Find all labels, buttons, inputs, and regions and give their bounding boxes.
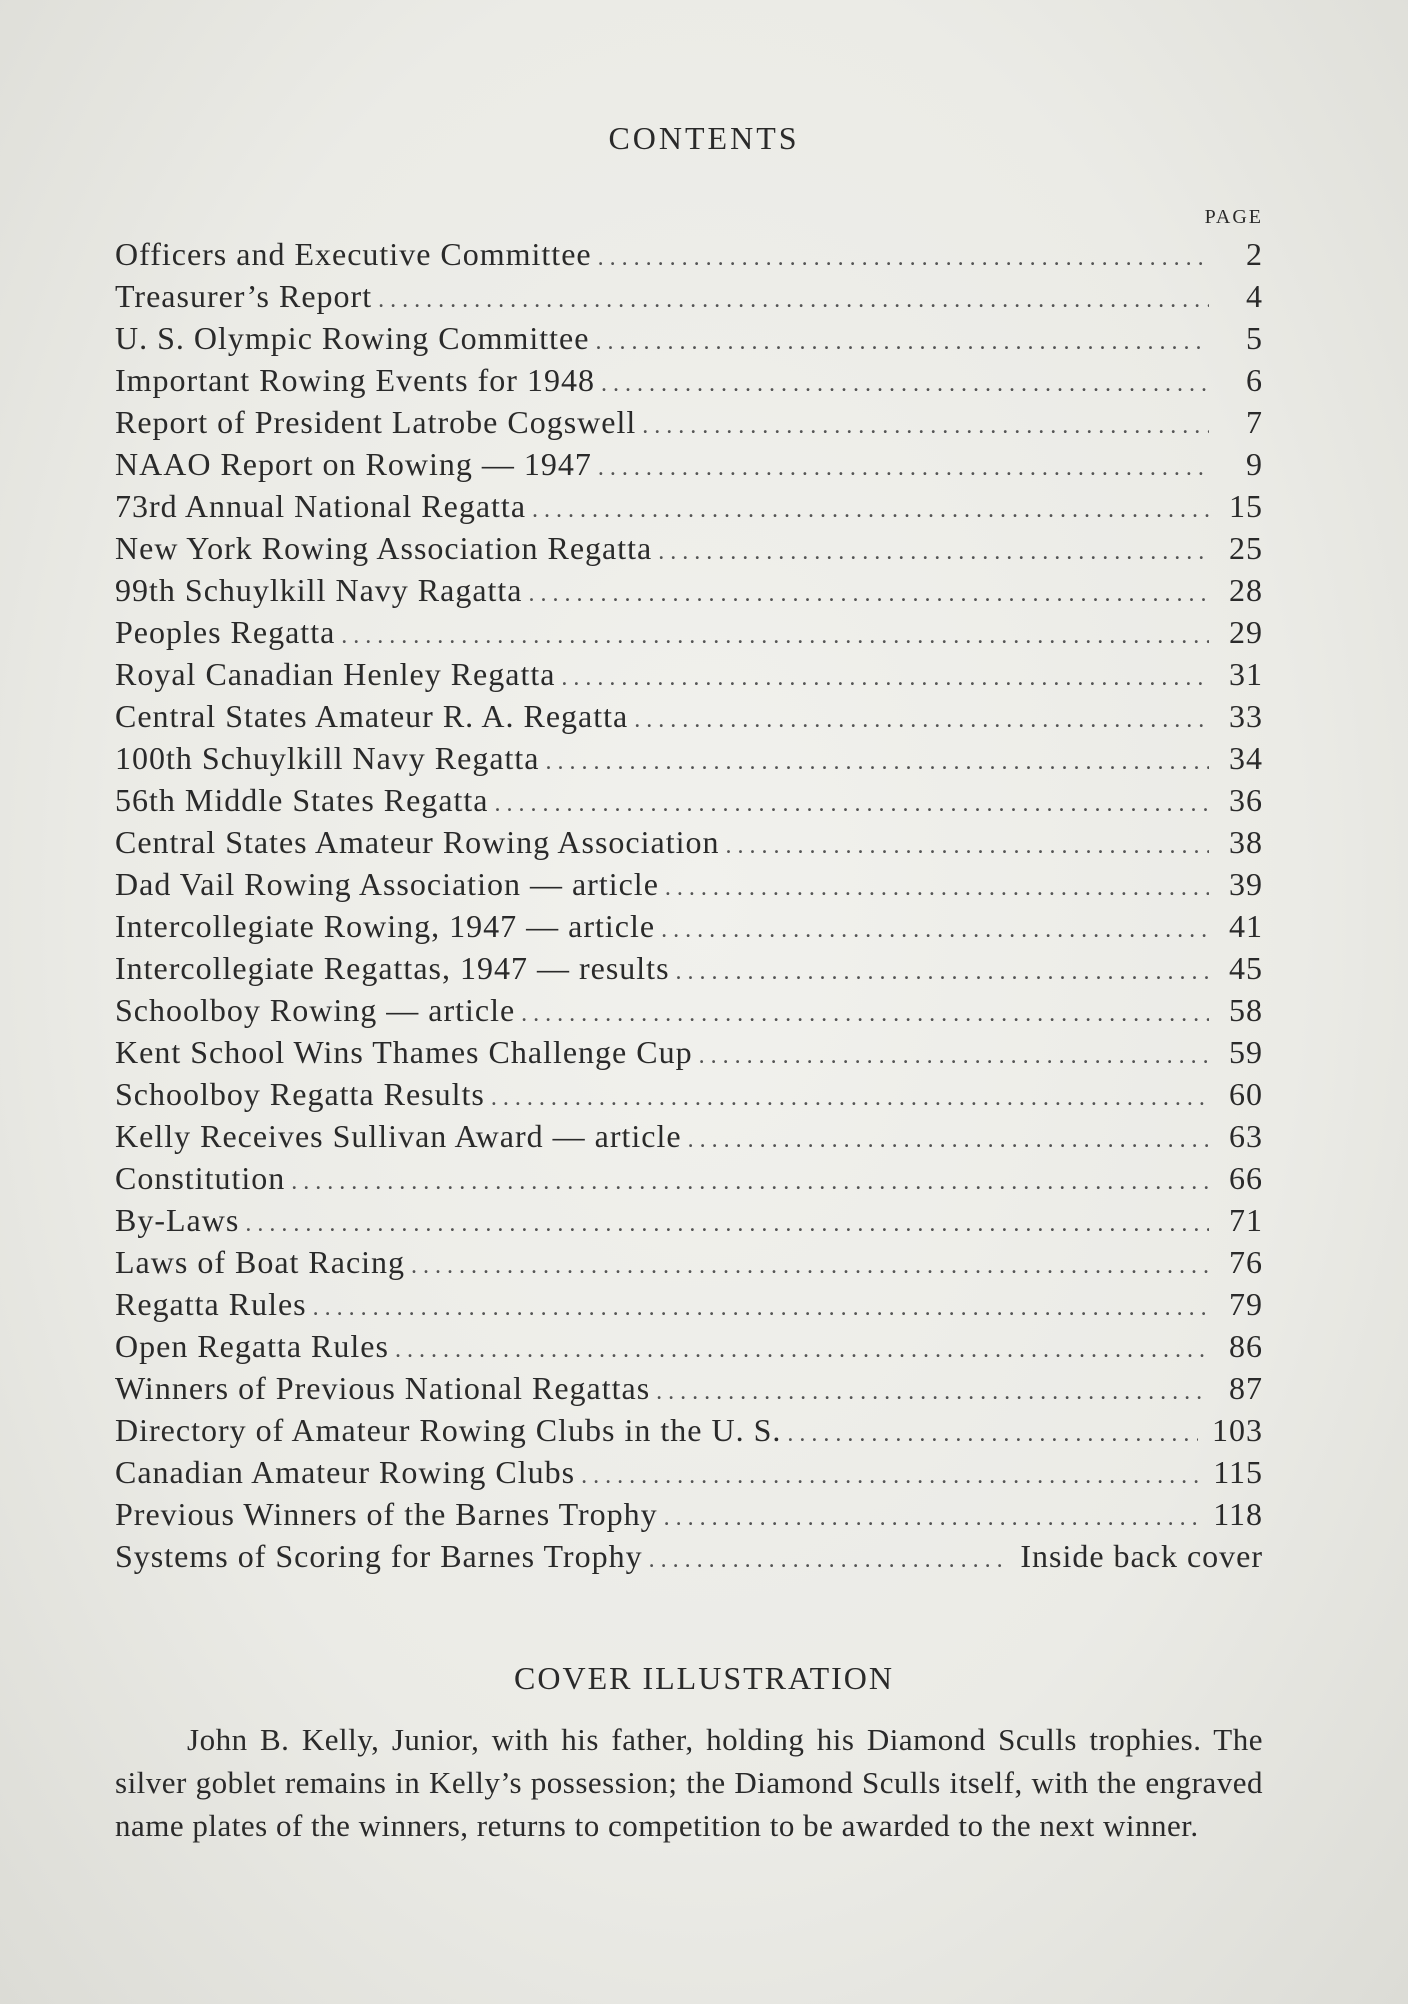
toc-entry-page: 15 bbox=[1229, 488, 1263, 524]
toc-dot-leader bbox=[598, 245, 1209, 272]
toc-dot-leader bbox=[688, 1127, 1209, 1154]
toc-entry-page: 33 bbox=[1229, 698, 1263, 734]
toc-entry-page: 71 bbox=[1229, 1202, 1263, 1238]
toc-entry-page: 7 bbox=[1246, 404, 1263, 440]
toc-entry-page: 4 bbox=[1246, 278, 1263, 314]
toc-entry bbox=[115, 278, 1263, 320]
toc-entry-page: 79 bbox=[1229, 1286, 1263, 1322]
toc-dot-leader bbox=[642, 413, 1209, 440]
toc-dot-leader bbox=[491, 1085, 1209, 1112]
toc-entry-page: 25 bbox=[1229, 530, 1263, 566]
toc-entry-title: Laws of Boat Racing bbox=[115, 1244, 406, 1280]
toc-dot-leader bbox=[725, 833, 1209, 860]
toc-dot-leader bbox=[699, 1043, 1209, 1070]
toc-entry-page: 66 bbox=[1229, 1160, 1263, 1196]
toc-dot-leader bbox=[649, 1547, 1007, 1574]
toc-entry-title: Canadian Amateur Rowing Clubs bbox=[115, 1454, 576, 1490]
toc-entry-page: 9 bbox=[1246, 446, 1263, 482]
toc-entry-page: 2 bbox=[1246, 236, 1263, 272]
toc-dot-leader bbox=[664, 1505, 1200, 1532]
toc-entry-page: 118 bbox=[1213, 1496, 1263, 1532]
toc-entry-title: Regatta Rules bbox=[115, 1286, 307, 1322]
toc-entry-title: NAAO Report on Rowing — 1947 bbox=[115, 446, 592, 482]
toc-entry-title: Kent School Wins Thames Challenge Cup bbox=[115, 1034, 693, 1070]
toc-entry-page: 29 bbox=[1229, 614, 1263, 650]
toc-entry bbox=[115, 446, 1263, 488]
toc-dot-leader bbox=[561, 665, 1209, 692]
toc-entry-page: 87 bbox=[1229, 1370, 1263, 1406]
toc-dot-leader bbox=[546, 749, 1210, 776]
toc-entry-page: 5 bbox=[1246, 320, 1263, 356]
toc-entry-title: Kelly Receives Sullivan Award — article bbox=[115, 1118, 682, 1154]
toc-entry-page: Inside back cover bbox=[1020, 1538, 1263, 1574]
toc-entry bbox=[115, 740, 1263, 782]
toc-entry-page: 103 bbox=[1212, 1412, 1263, 1448]
toc-dot-leader bbox=[598, 455, 1209, 482]
toc-entry-page: 115 bbox=[1213, 1454, 1263, 1490]
cover-illustration-heading: COVER ILLUSTRATION bbox=[514, 1660, 894, 1696]
toc-dot-leader bbox=[676, 959, 1209, 986]
toc-entry bbox=[115, 1076, 1263, 1118]
toc-entry bbox=[115, 1160, 1263, 1202]
toc-entry-title: Constitution bbox=[115, 1160, 286, 1196]
toc-entry bbox=[115, 572, 1263, 614]
toc-entry bbox=[115, 1412, 1263, 1454]
toc-entry-title: Important Rowing Events for 1948 bbox=[115, 362, 595, 398]
toc-entry-title: U. S. Olympic Rowing Committee bbox=[115, 320, 590, 356]
contents-heading: CONTENTS bbox=[608, 120, 800, 156]
toc-dot-leader bbox=[656, 1379, 1209, 1406]
page-column-label: PAGE bbox=[1204, 206, 1263, 228]
toc-entry-title: Schoolboy Rowing — article bbox=[115, 992, 516, 1028]
toc-dot-leader bbox=[291, 1169, 1209, 1196]
toc-dot-leader bbox=[658, 539, 1209, 566]
toc-entry bbox=[115, 1454, 1263, 1496]
toc-entry bbox=[115, 530, 1263, 572]
toc-entry bbox=[115, 866, 1263, 908]
toc-entry-title: Schoolboy Regatta Results bbox=[115, 1076, 485, 1112]
toc-entry bbox=[115, 1286, 1263, 1328]
toc-entry-page: 34 bbox=[1229, 740, 1263, 776]
toc-entry bbox=[115, 236, 1263, 278]
toc-entry-title: Open Regatta Rules bbox=[115, 1328, 389, 1364]
toc-entry bbox=[115, 404, 1263, 446]
toc-entry-title: 99th Schuylkill Navy Ragatta bbox=[115, 572, 523, 608]
toc-dot-leader bbox=[521, 1001, 1209, 1028]
toc-entry bbox=[115, 1370, 1263, 1412]
toc-entry bbox=[115, 950, 1263, 992]
toc-entry-page: 63 bbox=[1229, 1118, 1263, 1154]
toc-dot-leader bbox=[634, 707, 1209, 734]
toc-entry bbox=[115, 1496, 1263, 1538]
toc-entry bbox=[115, 1244, 1263, 1286]
toc-entry bbox=[115, 908, 1263, 950]
toc-entry-title: Dad Vail Rowing Association — article bbox=[115, 866, 659, 902]
toc-entry-title: Previous Winners of the Barnes Trophy bbox=[115, 1496, 658, 1532]
toc-entry bbox=[115, 1202, 1263, 1244]
toc-entry-page: 6 bbox=[1246, 362, 1263, 398]
toc-entry bbox=[115, 488, 1263, 530]
toc-entry-title: Central States Amateur R. A. Regatta bbox=[115, 698, 629, 734]
toc-dot-leader bbox=[595, 329, 1209, 356]
toc-entry-page: 28 bbox=[1229, 572, 1263, 608]
toc-entry bbox=[115, 782, 1263, 824]
toc-dot-leader bbox=[495, 791, 1210, 818]
toc-entry bbox=[115, 1328, 1263, 1370]
toc-entry-title: Directory of Amateur Rowing Clubs in the U. S. bbox=[115, 1412, 782, 1448]
toc-entry-title: 56th Middle States Regatta bbox=[115, 782, 489, 818]
toc-entry bbox=[115, 1034, 1263, 1076]
toc-entry bbox=[115, 992, 1263, 1034]
toc-dot-leader bbox=[313, 1295, 1209, 1322]
toc-entry-title: 100th Schuylkill Navy Regatta bbox=[115, 740, 540, 776]
toc-entry bbox=[115, 698, 1263, 740]
toc-entry-title: Intercollegiate Regattas, 1947 — results bbox=[115, 950, 670, 986]
toc-dot-leader bbox=[581, 1463, 1199, 1490]
toc-dot-leader bbox=[341, 623, 1209, 650]
toc-entry-page: 58 bbox=[1229, 992, 1263, 1028]
toc-entry-page: 41 bbox=[1229, 908, 1263, 944]
toc-entry-title: By-Laws bbox=[115, 1202, 240, 1238]
cover-illustration-text: John B. Kelly, Junior, with his father, holding his Diamond Sculls trophies. The silver goblet remains in Kelly’s possession; the Diamond Sculls itself, with the engraved name plates of the winners, returns to competition to be awarded to the next winner. bbox=[115, 1722, 1263, 1843]
toc-entry-page: 45 bbox=[1229, 950, 1263, 986]
toc-dot-leader bbox=[395, 1337, 1209, 1364]
toc-dot-leader bbox=[245, 1211, 1209, 1238]
toc-entry-title: Report of President Latrobe Cogswell bbox=[115, 404, 637, 440]
toc-entry-title: Royal Canadian Henley Regatta bbox=[115, 656, 556, 692]
toc-entry-page: 86 bbox=[1229, 1328, 1263, 1364]
toc-entry-title: Systems of Scoring for Barnes Trophy bbox=[115, 1538, 643, 1574]
toc-entry bbox=[115, 1538, 1263, 1580]
toc-entry-title: Treasurer’s Report bbox=[115, 278, 373, 314]
toc-entry bbox=[115, 1118, 1263, 1160]
toc-dot-leader bbox=[532, 497, 1209, 524]
toc-entry-title: Peoples Regatta bbox=[115, 614, 336, 650]
toc-dot-leader bbox=[411, 1253, 1209, 1280]
toc-entry-page: 31 bbox=[1229, 656, 1263, 692]
toc-dot-leader bbox=[529, 581, 1210, 608]
toc-dot-leader bbox=[787, 1421, 1198, 1448]
toc-dot-leader bbox=[601, 371, 1209, 398]
toc-entry-title: 73rd Annual National Regatta bbox=[115, 488, 527, 524]
toc-entry bbox=[115, 656, 1263, 698]
table-of-contents bbox=[115, 236, 1263, 1580]
toc-entry bbox=[115, 824, 1263, 866]
toc-entry-page: 38 bbox=[1229, 824, 1263, 860]
toc-dot-leader bbox=[378, 287, 1209, 314]
toc-entry-title: Intercollegiate Rowing, 1947 — article bbox=[115, 908, 656, 944]
toc-entry-title: New York Rowing Association Regatta bbox=[115, 530, 653, 566]
toc-entry-title: Officers and Executive Committee bbox=[115, 236, 592, 272]
toc-entry-page: 39 bbox=[1229, 866, 1263, 902]
toc-entry-title: Winners of Previous National Regattas bbox=[115, 1370, 651, 1406]
toc-entry-page: 76 bbox=[1229, 1244, 1263, 1280]
toc-entry bbox=[115, 614, 1263, 656]
toc-entry bbox=[115, 362, 1263, 404]
toc-entry-page: 60 bbox=[1229, 1076, 1263, 1112]
toc-dot-leader bbox=[665, 875, 1209, 902]
toc-entry-title: Central States Amateur Rowing Association bbox=[115, 824, 720, 860]
toc-entry bbox=[115, 320, 1263, 362]
toc-dot-leader bbox=[661, 917, 1209, 944]
toc-entry-page: 36 bbox=[1229, 782, 1263, 818]
toc-entry-page: 59 bbox=[1229, 1034, 1263, 1070]
